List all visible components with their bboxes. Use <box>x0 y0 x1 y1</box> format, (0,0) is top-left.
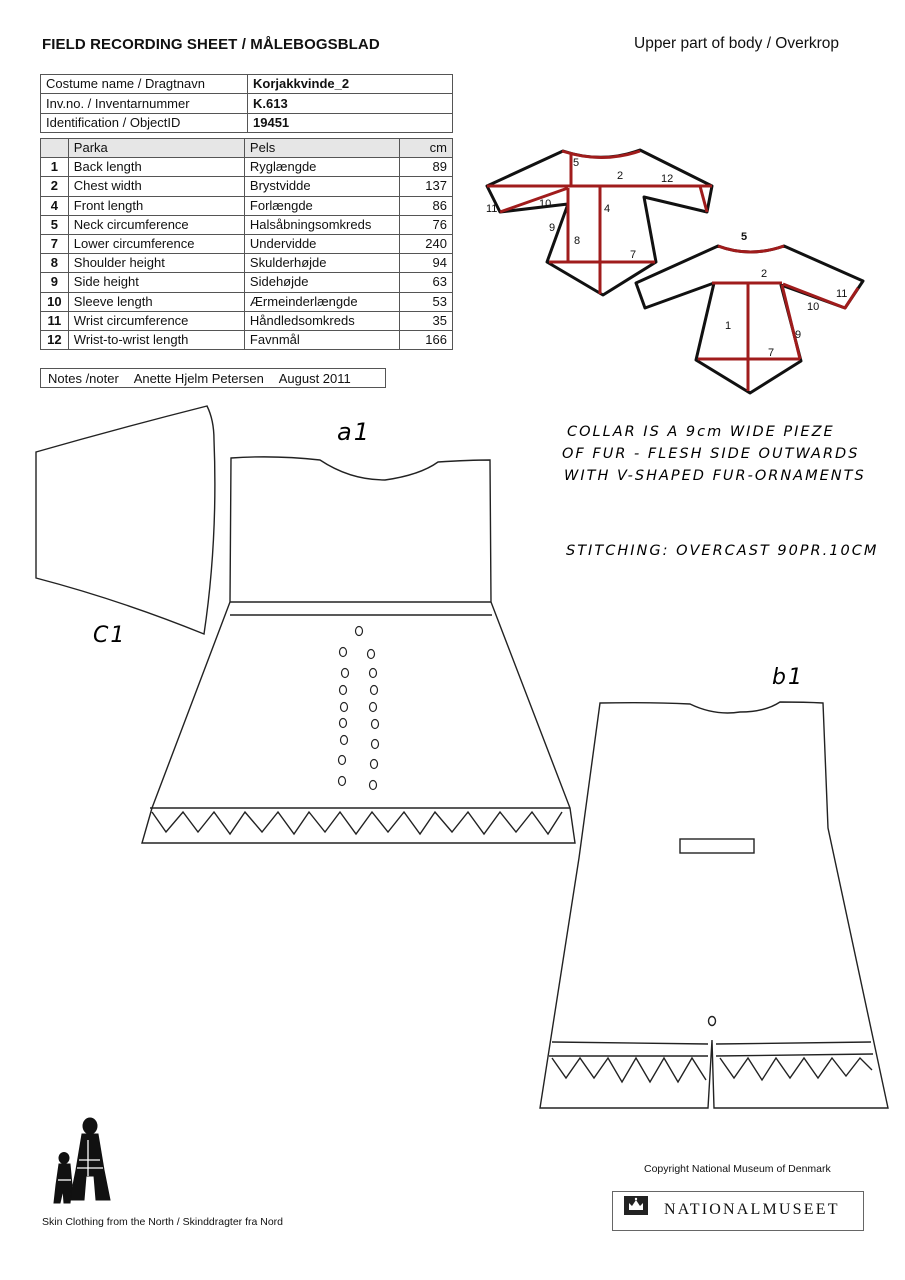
brand-name: NATIONALMUSEET <box>664 1201 840 1218</box>
row-value: 240 <box>400 234 453 253</box>
row-label-en: Neck circumference <box>68 215 244 234</box>
info-value: Korjakkvinde_2 <box>248 75 453 94</box>
back-label: 7 <box>768 347 775 359</box>
footer-caption: Skin Clothing from the North / Skinddragter fra Nord <box>42 1216 284 1228</box>
label-c1: C1 <box>93 623 127 648</box>
front-measurement-diagram <box>487 150 712 295</box>
row-label-da: Håndledsomkreds <box>244 311 400 330</box>
row-number: 5 <box>41 215 69 234</box>
row-label-da: Halsåbningsomkreds <box>244 215 400 234</box>
row-label-da: Sidehøjde <box>244 273 400 292</box>
header-unit: cm <box>400 139 453 158</box>
row-value: 53 <box>400 292 453 311</box>
row-value: 76 <box>400 215 453 234</box>
back-label: 2 <box>761 268 768 280</box>
row-number: 1 <box>41 158 69 177</box>
row-label-en: Sleeve length <box>68 292 244 311</box>
section-title: Upper part of body / Overkrop <box>634 35 840 52</box>
front-label: 8 <box>574 235 581 247</box>
skin-clothing-logo <box>54 1118 110 1203</box>
row-label-en: Side height <box>68 273 244 292</box>
front-label: 4 <box>604 203 611 215</box>
back-pattern-b1 <box>540 702 888 1108</box>
front-label: 7 <box>630 249 637 261</box>
row-label-da: Ærmeinderlængde <box>244 292 400 311</box>
collar-note-line: WITH V-SHAPED FUR-ORNAMENTS <box>564 468 866 484</box>
row-label-da: Ryglængde <box>244 158 400 177</box>
front-label: 5 <box>573 157 580 169</box>
row-number: 2 <box>41 177 69 196</box>
row-label-en: Wrist-to-wrist length <box>68 330 244 349</box>
back-measurement-diagram <box>636 246 863 393</box>
row-value: 63 <box>400 273 453 292</box>
back-label: 9 <box>795 329 802 341</box>
sleeve-pattern-c1 <box>36 406 215 634</box>
row-label-en: Chest width <box>68 177 244 196</box>
back-label: 1 <box>725 320 732 332</box>
front-label: 10 <box>539 198 552 210</box>
row-label-en: Front length <box>68 196 244 215</box>
row-label-en: Lower circumference <box>68 234 244 253</box>
collar-note <box>562 424 866 484</box>
row-number: 11 <box>41 311 69 330</box>
button-holes <box>339 627 379 790</box>
info-label: Costume name / Dragtnavn <box>41 75 248 94</box>
row-number: 9 <box>41 273 69 292</box>
row-number: 4 <box>41 196 69 215</box>
row-value: 166 <box>400 330 453 349</box>
label-b1: b1 <box>772 665 804 690</box>
collar-note-line: COLLAR IS A 9cm WIDE PIEZE <box>567 424 835 440</box>
front-label: 9 <box>549 222 556 234</box>
row-label-da: Forlængde <box>244 196 400 215</box>
row-value: 35 <box>400 311 453 330</box>
row-value: 137 <box>400 177 453 196</box>
row-label-en: Back length <box>68 158 244 177</box>
row-label-en: Shoulder height <box>68 254 244 273</box>
row-label-da: Brystvidde <box>244 177 400 196</box>
front-pattern-a1 <box>142 457 575 843</box>
row-number: 8 <box>41 254 69 273</box>
front-label: 11 <box>486 203 498 215</box>
row-value: 89 <box>400 158 453 177</box>
info-label: Inv.no. / Inventarnummer <box>41 94 248 113</box>
header-en: Parka <box>68 139 244 158</box>
stitching-note: STITCHING: OVERCAST 90PR.10CM <box>566 543 879 559</box>
front-label: 12 <box>661 173 674 185</box>
info-label: Identification / ObjectID <box>41 113 248 132</box>
notes-date: August 2011 <box>278 371 351 386</box>
row-label-da: Favnmål <box>244 330 400 349</box>
info-value: 19451 <box>248 113 453 132</box>
row-number: 10 <box>41 292 69 311</box>
sheet-title: FIELD RECORDING SHEET / MÅLEBOGSBLAD <box>42 36 380 53</box>
row-label-da: Undervidde <box>244 234 400 253</box>
back-label: 5 <box>741 231 748 243</box>
notes-author: Anette Hjelm Petersen <box>133 371 264 386</box>
label-a1: a1 <box>337 418 371 446</box>
row-value: 94 <box>400 254 453 273</box>
collar-note-line: OF FUR - FLESH SIDE OUTWARDS <box>562 446 860 462</box>
row-label-da: Skulderhøjde <box>244 254 400 273</box>
back-label: 10 <box>807 301 820 313</box>
front-label: 2 <box>617 170 624 182</box>
header-da: Pels <box>244 139 400 158</box>
back-label: 11 <box>836 288 848 300</box>
copyright-text: Copyright National Museum of Denmark <box>644 1163 831 1175</box>
row-value: 86 <box>400 196 453 215</box>
row-number: 12 <box>41 330 69 349</box>
row-label-en: Wrist circumference <box>68 311 244 330</box>
info-value: K.613 <box>248 94 453 113</box>
notes-label: Notes /noter <box>48 371 119 386</box>
row-number: 7 <box>41 234 69 253</box>
